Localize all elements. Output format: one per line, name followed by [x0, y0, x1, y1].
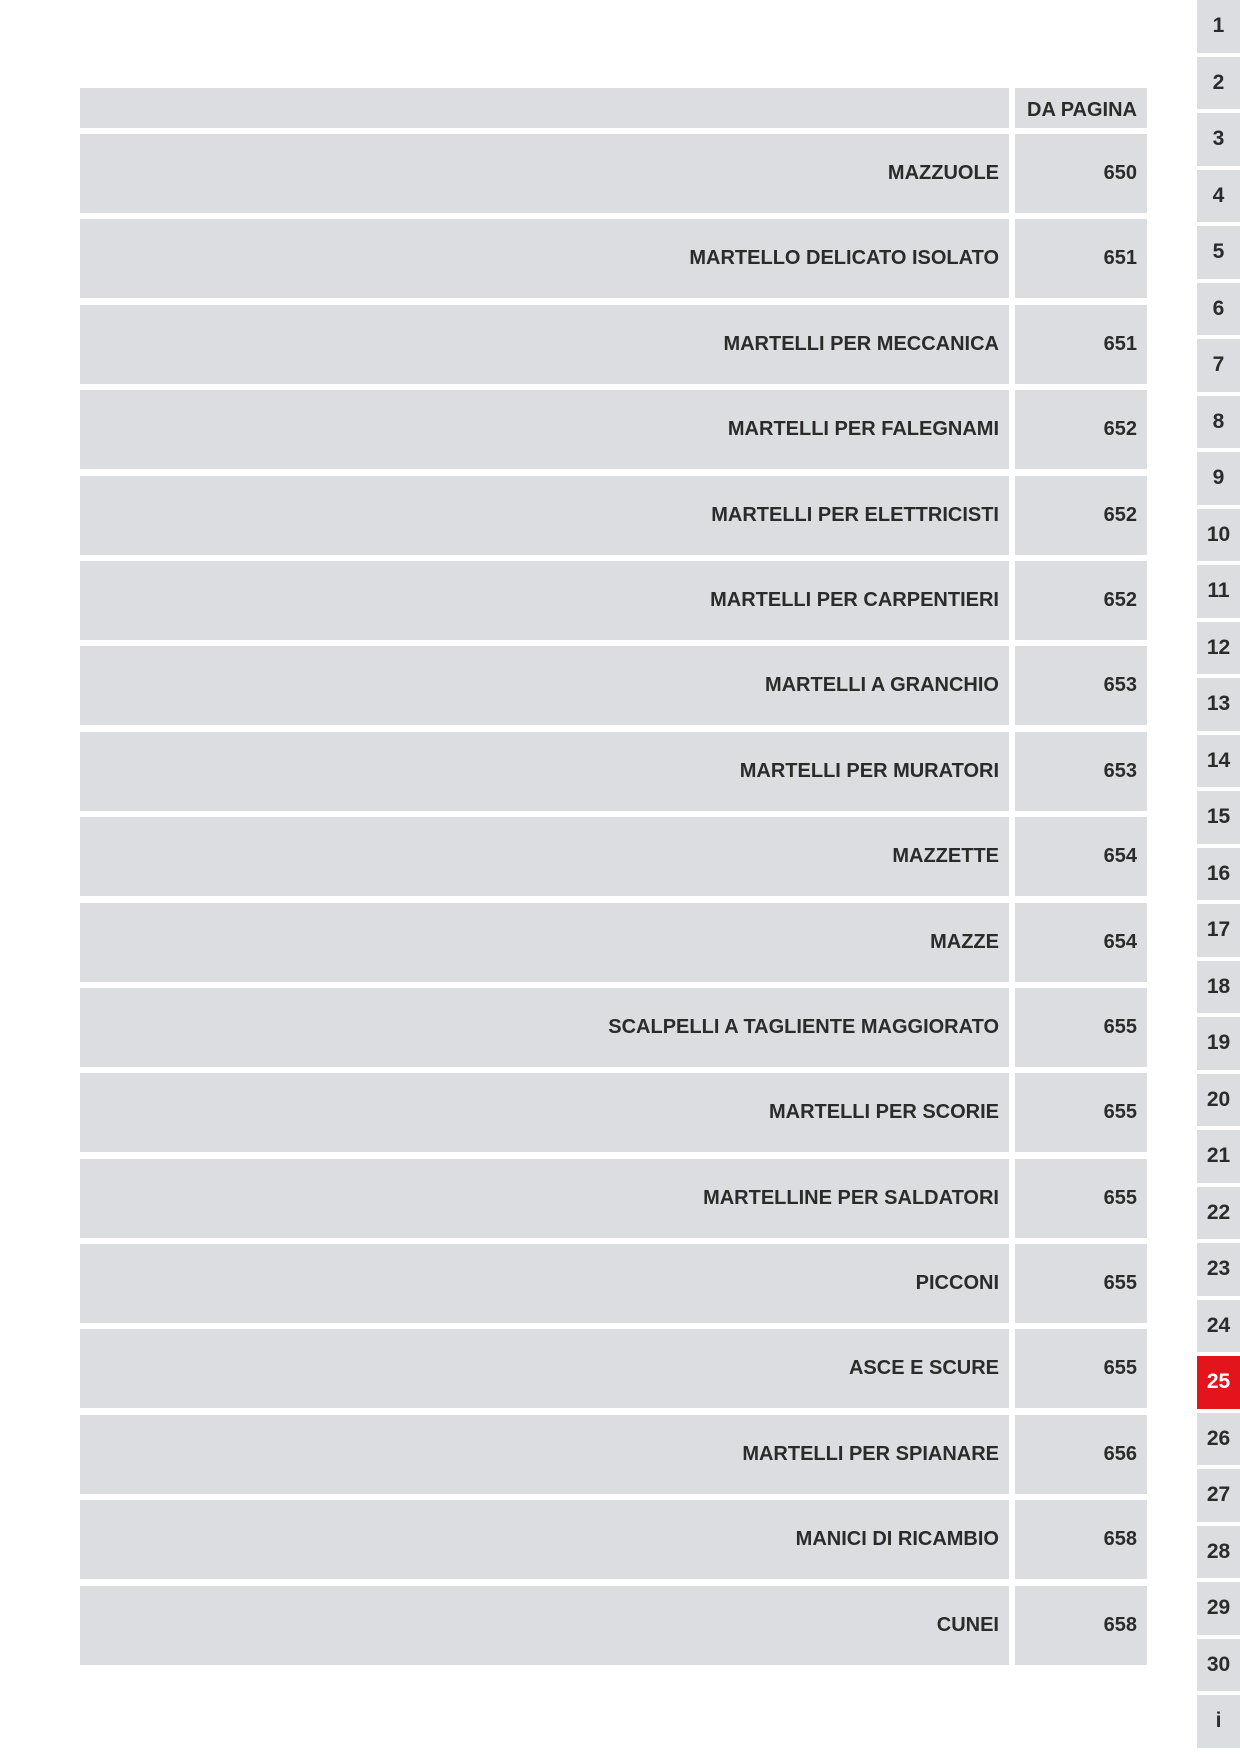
index-row[interactable]	[80, 219, 1147, 298]
index-row[interactable]	[80, 988, 1147, 1067]
index-row[interactable]	[80, 1073, 1147, 1152]
index-entry-title: PICCONI	[80, 1244, 1009, 1323]
index-entry-title: MARTELLO DELICATO ISOLATO	[80, 219, 1009, 298]
section-tab-10[interactable]: 10	[1197, 509, 1240, 562]
index-table	[80, 88, 1147, 1671]
page-column-header: DA PAGINA	[1015, 88, 1147, 128]
section-tab-11[interactable]: 11	[1197, 565, 1240, 618]
index-entry-page: 656	[1015, 1415, 1147, 1494]
index-entry-title: MARTELLI PER CARPENTIERI	[80, 561, 1009, 640]
index-entry-page: 655	[1015, 988, 1147, 1067]
index-entry-title: MAZZETTE	[80, 817, 1009, 896]
index-entry-page: 651	[1015, 305, 1147, 384]
index-entry-title: CUNEI	[80, 1586, 1009, 1665]
index-entry-title: MAZZE	[80, 903, 1009, 982]
section-tab-19[interactable]: 19	[1197, 1017, 1240, 1070]
section-tab-7[interactable]: 7	[1197, 339, 1240, 392]
index-entry-title: ASCE E SCURE	[80, 1329, 1009, 1408]
section-tab-30[interactable]: 30	[1197, 1639, 1240, 1692]
section-tab-25[interactable]: 25	[1197, 1356, 1240, 1409]
index-entry-title: MARTELLI PER SPIANARE	[80, 1415, 1009, 1494]
index-entry-page: 658	[1015, 1500, 1147, 1579]
section-tab-26[interactable]: 26	[1197, 1413, 1240, 1466]
index-entry-title: MARTELLINE PER SALDATORI	[80, 1159, 1009, 1238]
index-entry-page: 650	[1015, 134, 1147, 213]
section-tab-5[interactable]: 5	[1197, 226, 1240, 279]
index-entry-page: 652	[1015, 390, 1147, 469]
index-row[interactable]	[80, 817, 1147, 896]
section-tab-15[interactable]: 15	[1197, 791, 1240, 844]
index-row[interactable]	[80, 1329, 1147, 1408]
header-title-cell	[80, 88, 1009, 128]
section-tabs	[1197, 0, 1240, 1752]
index-header-row	[80, 88, 1147, 128]
index-entry-page: 655	[1015, 1244, 1147, 1323]
index-row[interactable]	[80, 1586, 1147, 1665]
section-tab-3[interactable]: 3	[1197, 113, 1240, 166]
section-tab-4[interactable]: 4	[1197, 170, 1240, 223]
section-tab-2[interactable]: 2	[1197, 57, 1240, 110]
index-rows	[80, 134, 1147, 1665]
index-entry-page: 652	[1015, 476, 1147, 555]
section-tab-20[interactable]: 20	[1197, 1074, 1240, 1127]
index-entry-page: 655	[1015, 1073, 1147, 1152]
index-row[interactable]	[80, 134, 1147, 213]
section-tab-22[interactable]: 22	[1197, 1187, 1240, 1240]
index-entry-page: 655	[1015, 1159, 1147, 1238]
section-tab-29[interactable]: 29	[1197, 1582, 1240, 1635]
index-row[interactable]	[80, 1244, 1147, 1323]
section-tab-12[interactable]: 12	[1197, 622, 1240, 675]
index-entry-page: 655	[1015, 1329, 1147, 1408]
section-tab-13[interactable]: 13	[1197, 678, 1240, 731]
index-row[interactable]	[80, 646, 1147, 725]
index-row[interactable]	[80, 1415, 1147, 1494]
index-entry-page: 652	[1015, 561, 1147, 640]
section-tab-i[interactable]: i	[1197, 1695, 1240, 1748]
section-tab-6[interactable]: 6	[1197, 283, 1240, 336]
index-row[interactable]	[80, 732, 1147, 811]
section-tab-27[interactable]: 27	[1197, 1469, 1240, 1522]
index-entry-title: MARTELLI A GRANCHIO	[80, 646, 1009, 725]
section-tab-18[interactable]: 18	[1197, 961, 1240, 1014]
section-tab-17[interactable]: 17	[1197, 904, 1240, 957]
section-tab-23[interactable]: 23	[1197, 1243, 1240, 1296]
index-entry-page: 653	[1015, 646, 1147, 725]
index-entry-page: 651	[1015, 219, 1147, 298]
index-row[interactable]	[80, 903, 1147, 982]
section-tab-28[interactable]: 28	[1197, 1526, 1240, 1579]
index-entry-title: MAZZUOLE	[80, 134, 1009, 213]
index-row[interactable]	[80, 1500, 1147, 1579]
index-row[interactable]	[80, 476, 1147, 555]
section-tab-9[interactable]: 9	[1197, 452, 1240, 505]
index-entry-title: MARTELLI PER MURATORI	[80, 732, 1009, 811]
section-tab-21[interactable]: 21	[1197, 1130, 1240, 1183]
section-tab-14[interactable]: 14	[1197, 735, 1240, 788]
section-tab-8[interactable]: 8	[1197, 396, 1240, 449]
section-tab-24[interactable]: 24	[1197, 1300, 1240, 1353]
index-entry-page: 654	[1015, 817, 1147, 896]
index-row[interactable]	[80, 561, 1147, 640]
section-tab-16[interactable]: 16	[1197, 848, 1240, 901]
index-entry-title: MARTELLI PER ELETTRICISTI	[80, 476, 1009, 555]
index-entry-title: SCALPELLI A TAGLIENTE MAGGIORATO	[80, 988, 1009, 1067]
index-entry-page: 658	[1015, 1586, 1147, 1665]
section-tab-1[interactable]: 1	[1197, 0, 1240, 53]
index-entry-page: 653	[1015, 732, 1147, 811]
index-row[interactable]	[80, 1159, 1147, 1238]
index-entry-page: 654	[1015, 903, 1147, 982]
index-entry-title: MARTELLI PER SCORIE	[80, 1073, 1009, 1152]
index-row[interactable]	[80, 305, 1147, 384]
index-entry-title: MARTELLI PER FALEGNAMI	[80, 390, 1009, 469]
index-entry-title: MARTELLI PER MECCANICA	[80, 305, 1009, 384]
index-entry-title: MANICI DI RICAMBIO	[80, 1500, 1009, 1579]
index-row[interactable]	[80, 390, 1147, 469]
